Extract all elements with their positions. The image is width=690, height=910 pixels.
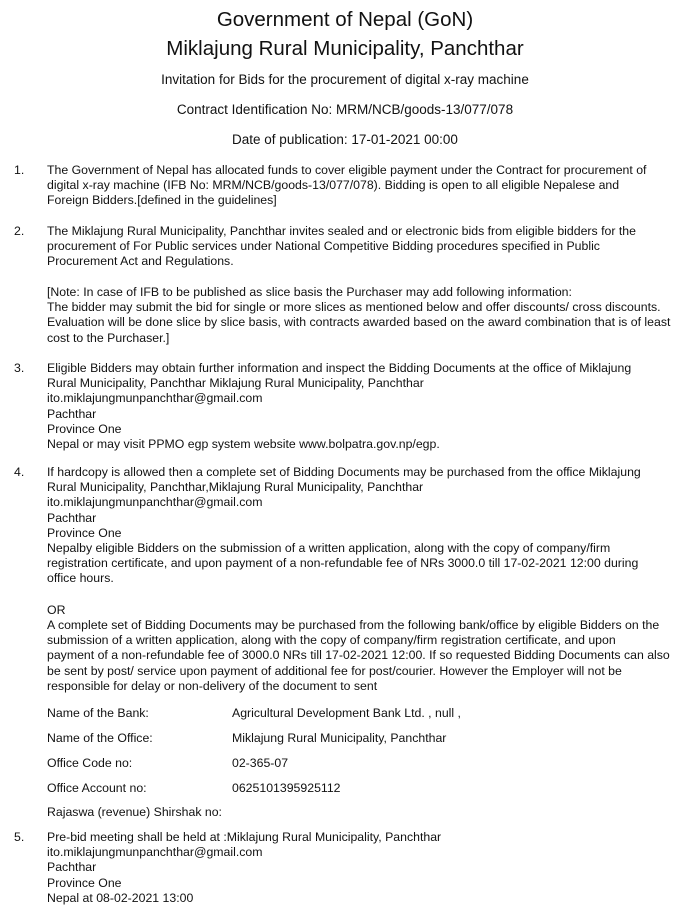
bank-name-label: Name of the Bank: [47,706,149,720]
item-number: 1. [14,163,25,177]
office-name-value: Miklajung Rural Municipality, Panchthar [232,731,447,745]
text-line: Pachthar [47,860,97,875]
office-code-value: 02-365-07 [232,756,289,770]
item-number: 4. [14,465,25,479]
text-line: The Miklajung Rural Municipality, Panchthar invites sealed and or electronic bids from eligible bidders for the [47,224,636,238]
email-text: ito.miklajungmunpanchthar@gmail.com [47,495,263,510]
text-line: The bidder may submit the bid for single or more slices as mentioned below and offer discounts/ cross discounts. [47,300,661,315]
item-5-text [47,830,675,906]
item-number: 3. [14,361,25,375]
text-line: Pachthar [47,510,97,525]
text-line: Procurement Act and Regulations. [47,254,234,269]
office-name-label: Name of the Office: [47,731,153,745]
text-line: digital x-ray machine (IFB No: MRM/NCB/goods-13/077/078). Bidding is open to all eligible Nepalese and [47,178,620,193]
office-account-value: 0625101395925112 [232,781,341,795]
item-4-text [47,465,675,587]
text-line: Province One [47,875,122,890]
text-line: Province One [47,525,122,540]
text-line: Rural Municipality, Panchthar,Miklajung Rural Municipality, Panchthar [47,480,424,495]
text-line: Nepal or may visit PPMO egp system website www.bolpatra.gov.np/egp. [47,437,440,452]
text-line: Pre-bid meeting shall be held at :Miklajung Rural Municipality, Panchthar [47,830,442,844]
text-line: Evaluation will be done slice by slice basis, with contracts awarded based on the award combination that is of least [47,315,671,330]
municipality-title: Miklajung Rural Municipality, Panchthar [166,37,524,60]
text-line: registration certificate, and upon payment of a non-refundable fee of NRs 3000.0 till 17-02-2021 12:00 during [47,556,639,571]
text-line: The Government of Nepal has allocated funds to cover eligible payment under the Contract for procurement of [47,163,647,177]
text-line: Province One [47,421,122,436]
text-line: payment of a non-refundable fee of 3000.0 NRs till 17-02-2021 12:00. If so requested Bidding Documents can also [47,648,670,663]
item-number: 5. [14,830,25,844]
text-line: Nepal at 08-02-2021 13:00 [47,890,194,905]
contract-identification: Contract Identification No: MRM/NCB/goods-13/077/078 [176,102,514,117]
text-line: Rural Municipality, Panchthar Miklajung Rural Municipality, Panchthar [47,376,424,391]
email-text: ito.miklajungmunpanchthar@gmail.com [47,391,263,406]
text-line: responsible for delay or non-delivery of the document to sent [47,678,378,693]
revenue-shirshak-label: Rajaswa (revenue) Shirshak no: [47,805,222,819]
text-line: procurement of For Public services under National Competitive Bidding procedures specified in Public [47,239,600,254]
text-line: Nepalby eligible Bidders on the submission of a written application, along with the copy of company/firm [47,541,611,556]
text-line: A complete set of Bidding Documents may be purchased from the following bank/office by eligible Bidders on the [47,618,660,632]
item-4-alternative [47,618,675,694]
office-code-label: Office Code no: [47,756,133,770]
government-title: Government of Nepal (GoN) [216,8,474,31]
item-1-text [47,163,675,209]
text-line: office hours. [47,571,114,586]
text-line: cost to the Purchaser.] [47,330,170,345]
or-label: OR [47,603,66,617]
bank-name-value: Agricultural Development Bank Ltd. , null , [232,706,461,720]
text-line: submission of a written application, along with the copy of company/firm registration certificate, and upon [47,633,616,648]
text-line: [Note: In case of IFB to be published as slice basis the Purchaser may add following information: [47,285,572,299]
item-2-text [47,224,675,270]
item-2-note [47,285,675,346]
invitation-subtitle: Invitation for Bids for the procurement of digital x-ray machine [161,72,529,87]
email-text: ito.miklajungmunpanchthar@gmail.com [47,845,263,860]
text-line: Eligible Bidders may obtain further information and inspect the Bidding Documents at the office of Miklajung [47,361,632,375]
publication-date: Date of publication: 17-01-2021 00:00 [232,132,458,147]
office-account-label: Office Account no: [47,781,147,795]
text-line: be sent by post/ service upon payment of additional fee for post/courier. However the Employer will not be [47,663,622,678]
text-line: If hardcopy is allowed then a complete set of Bidding Documents may be purchased from the office Miklajung [47,465,641,479]
item-3-text [47,361,675,452]
item-number: 2. [14,224,25,238]
text-line: Foreign Bidders.[defined in the guidelines] [47,193,277,208]
text-line: Pachthar [47,406,97,421]
